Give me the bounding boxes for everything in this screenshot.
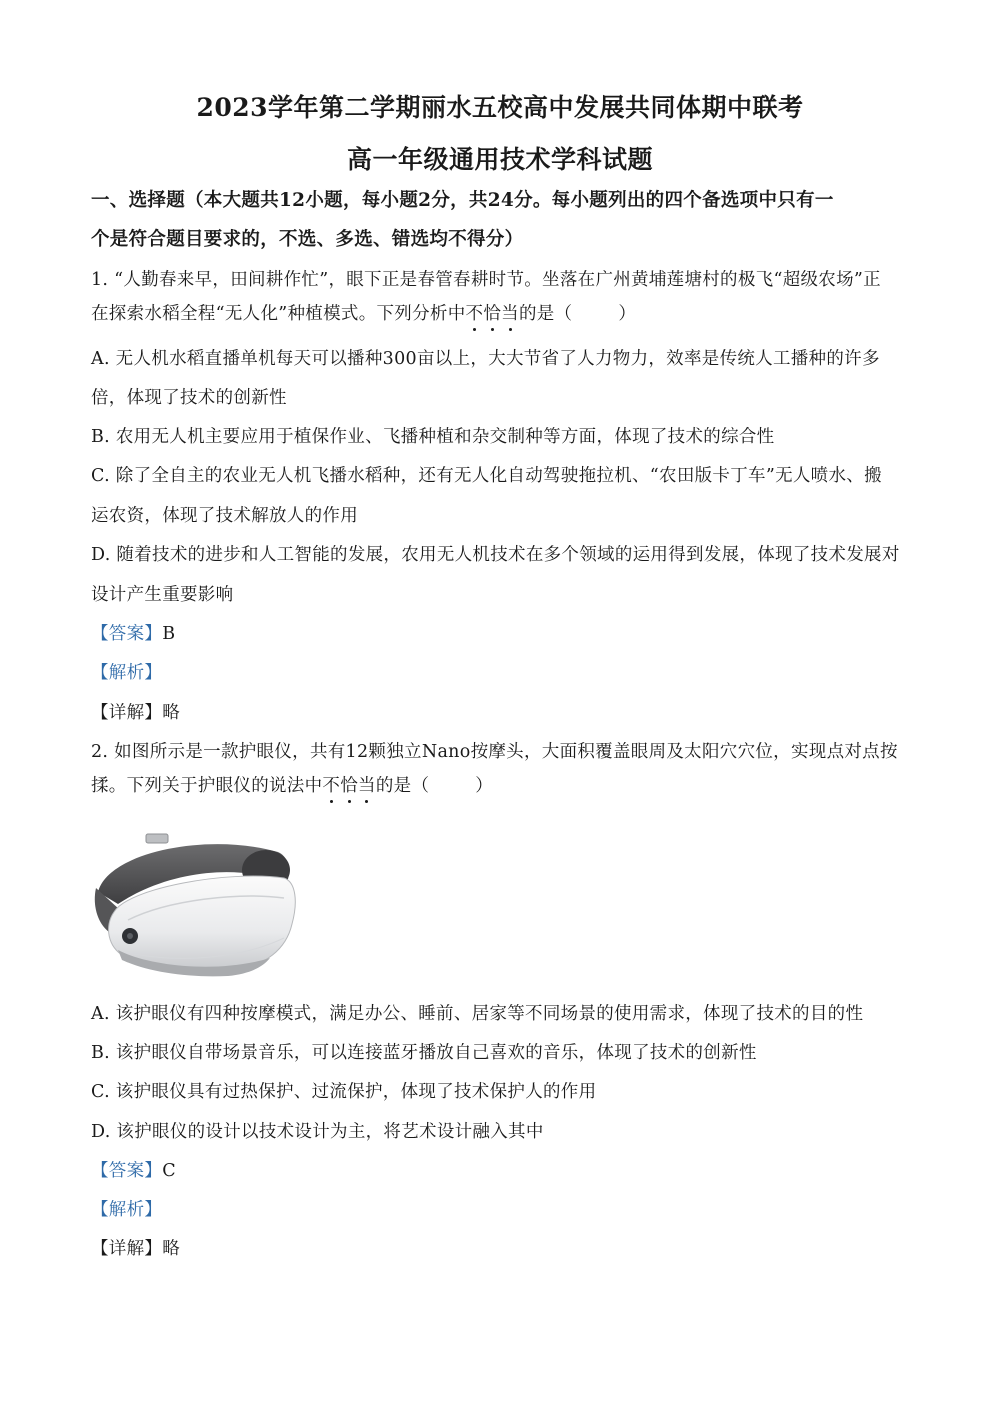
q2-stem-line1: 2. 如图所示是一款护眼仪，共有12颗独立Nano按摩头，大面积覆盖眼周及太阳穴穴位，实现点对点按 xyxy=(91,742,898,762)
q2-stem-line2 xyxy=(91,775,921,797)
q2-answer xyxy=(91,1160,921,1182)
q1-answer-label: 【答案】 xyxy=(91,624,163,644)
q1-detail-value: 略 xyxy=(162,703,181,723)
q2-close-paren: ） xyxy=(475,776,494,796)
q2-detail-value: 略 xyxy=(162,1239,181,1259)
q1-emphasis-char: 当 xyxy=(501,304,519,324)
q1-option-c-line1: C. 除了全自主的农业无人机飞播水稻种，还有无人化自动驾驶拖拉机、“农田版卡丁车”无人喷水、搬 xyxy=(91,466,882,486)
q2-answer-label: 【答案】 xyxy=(91,1161,163,1181)
q2-analysis-label: 【解析】 xyxy=(91,1200,163,1220)
q1-emphasis-char: 不 xyxy=(465,304,484,324)
q1-detail-label: 【详解】 xyxy=(91,703,163,723)
q1-stem-line1: 1. “人勤春来早，田间耕作忙”，眼下正是春管春耕时节。坐落在广州黄埔莲塘村的极飞“超级农场”正 xyxy=(91,270,881,290)
q2-option-c: C. 该护眼仪具有过热保护、过流保护，体现了技术保护人的作用 xyxy=(91,1082,597,1102)
q1-analysis-label: 【解析】 xyxy=(91,663,163,683)
section-heading-line1: 一、选择题（本大题共12小题，每小题2分，共24分。每小题列出的四个备选项中只有一 xyxy=(91,190,834,211)
q1-stem-text: 在探索水稻全程“无人化”种植模式。下列分析中 xyxy=(91,304,466,324)
q1-option-a-line1: A. 无人机水稻直播单机每天可以播种300亩以上，大大节省了人力物力，效率是传统人工播种的许多 xyxy=(91,349,880,369)
q2-detail xyxy=(91,1238,921,1260)
q2-option-d: D. 该护眼仪的设计以技术设计为主，将艺术设计融入其中 xyxy=(91,1122,544,1142)
q2-emphasis-char: 不 xyxy=(322,776,341,796)
exam-subtitle: 高一年级通用技术学科试题 xyxy=(346,145,653,174)
q2-answer-value: C xyxy=(162,1161,176,1181)
q1-stem-tail: 的是（ xyxy=(518,304,573,324)
q1-answer-value: B xyxy=(162,624,176,644)
q1-close-paren: ） xyxy=(618,304,637,324)
q2-detail-label: 【详解】 xyxy=(91,1239,163,1259)
q1-emphasis-char: 恰 xyxy=(483,304,502,324)
q2-option-a: A. 该护眼仪有四种按摩模式，满足办公、睡前、居家等不同场景的使用需求，体现了技术的目的性 xyxy=(91,1004,864,1024)
eye-massager-image xyxy=(88,826,300,982)
exam-title: 2023学年第二学期丽水五校高中发展共同体期中联考 xyxy=(196,93,804,122)
section-heading-line2: 个是符合题目要求的，不选、多选、错选均不得分） xyxy=(91,229,524,250)
q1-stem-line2 xyxy=(91,303,921,325)
q1-option-a-line2: 倍，体现了技术的创新性 xyxy=(91,388,287,408)
q1-option-d-line2: 设计产生重要影响 xyxy=(91,585,234,605)
q1-answer xyxy=(91,623,921,645)
q2-option-b: B. 该护眼仪自带场景音乐，可以连接蓝牙播放自己喜欢的音乐，体现了技术的创新性 xyxy=(91,1043,757,1063)
q1-detail xyxy=(91,702,921,724)
q1-option-b: B. 农用无人机主要应用于植保作业、飞播种植和杂交制种等方面，体现了技术的综合性 xyxy=(91,427,775,447)
q2-emphasis-char: 恰 xyxy=(340,776,359,796)
q2-stem-tail: 的是（ xyxy=(375,776,430,796)
q1-option-d-line1: D. 随着技术的进步和人工智能的发展，农用无人机技术在多个领域的运用得到发展，体现了技术发展对 xyxy=(91,545,900,565)
q1-option-c-line2: 运农资，体现了技术解放人的作用 xyxy=(91,506,358,526)
q2-emphasis-char: 当 xyxy=(358,776,376,796)
q2-stem-text: 揉。下列关于护眼仪的说法中 xyxy=(91,776,323,796)
